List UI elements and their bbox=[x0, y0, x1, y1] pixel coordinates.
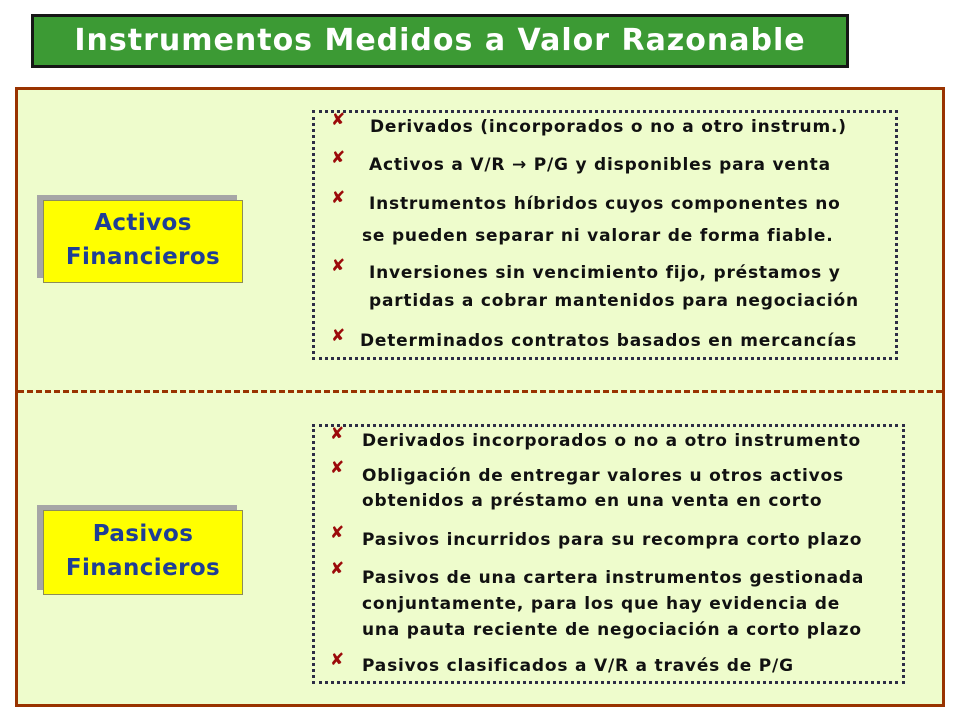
list-item-text: Derivados (incorporados o no a otro instrum.) bbox=[370, 117, 847, 137]
list-item-text: obtenidos a préstamo en una venta en corto bbox=[362, 491, 823, 511]
list-item-text: conjuntamente, para los que hay evidencia de bbox=[362, 594, 841, 614]
list-item-text: partidas a cobrar mantenidos para negociación bbox=[369, 291, 859, 311]
category-label-line: Financieros bbox=[65, 243, 221, 270]
content-panel bbox=[15, 87, 945, 707]
list-item-text: Activos a V/R → P/G y disponibles para venta bbox=[369, 155, 831, 175]
x-mark-icon bbox=[330, 459, 344, 477]
section-divider bbox=[18, 390, 942, 393]
x-mark-icon bbox=[331, 327, 345, 345]
x-mark-icon bbox=[331, 111, 345, 129]
list-item-text: una pauta reciente de negociación a corto plazo bbox=[362, 620, 862, 640]
x-mark-icon bbox=[330, 651, 344, 669]
x-mark-icon bbox=[330, 560, 344, 578]
slide-title: Instrumentos Medidos a Valor Razonable bbox=[31, 14, 849, 68]
list-item-text: Instrumentos híbridos cuyos componentes no bbox=[369, 194, 841, 214]
x-mark-icon bbox=[330, 524, 344, 542]
category-label-activos bbox=[43, 200, 243, 283]
activos-items-box bbox=[312, 110, 898, 360]
category-label-pasivos bbox=[43, 510, 243, 595]
list-item-text: Determinados contratos basados en mercancías bbox=[360, 331, 858, 351]
category-label-line: Activos bbox=[94, 209, 192, 236]
x-mark-icon bbox=[331, 189, 345, 207]
list-item-text: Inversiones sin vencimiento fijo, préstamos y bbox=[369, 263, 841, 283]
list-item-text: Pasivos incurridos para su recompra corto plazo bbox=[362, 530, 863, 550]
pasivos-items-box bbox=[312, 424, 905, 684]
category-label-line: Financieros bbox=[65, 554, 221, 581]
list-item-text: Pasivos de una cartera instrumentos gestionada bbox=[362, 568, 865, 588]
category-label-line: Pasivos bbox=[92, 520, 194, 547]
list-item-text: se pueden separar ni valorar de forma fiable. bbox=[362, 226, 834, 246]
list-item-text: Obligación de entregar valores u otros activos bbox=[362, 466, 844, 486]
list-item-text: Pasivos clasificados a V/R a través de P/G bbox=[362, 656, 794, 676]
list-item-text: Derivados incorporados o no a otro instrumento bbox=[362, 431, 862, 451]
x-mark-icon bbox=[331, 149, 345, 167]
x-mark-icon bbox=[330, 425, 344, 443]
x-mark-icon bbox=[331, 257, 345, 275]
